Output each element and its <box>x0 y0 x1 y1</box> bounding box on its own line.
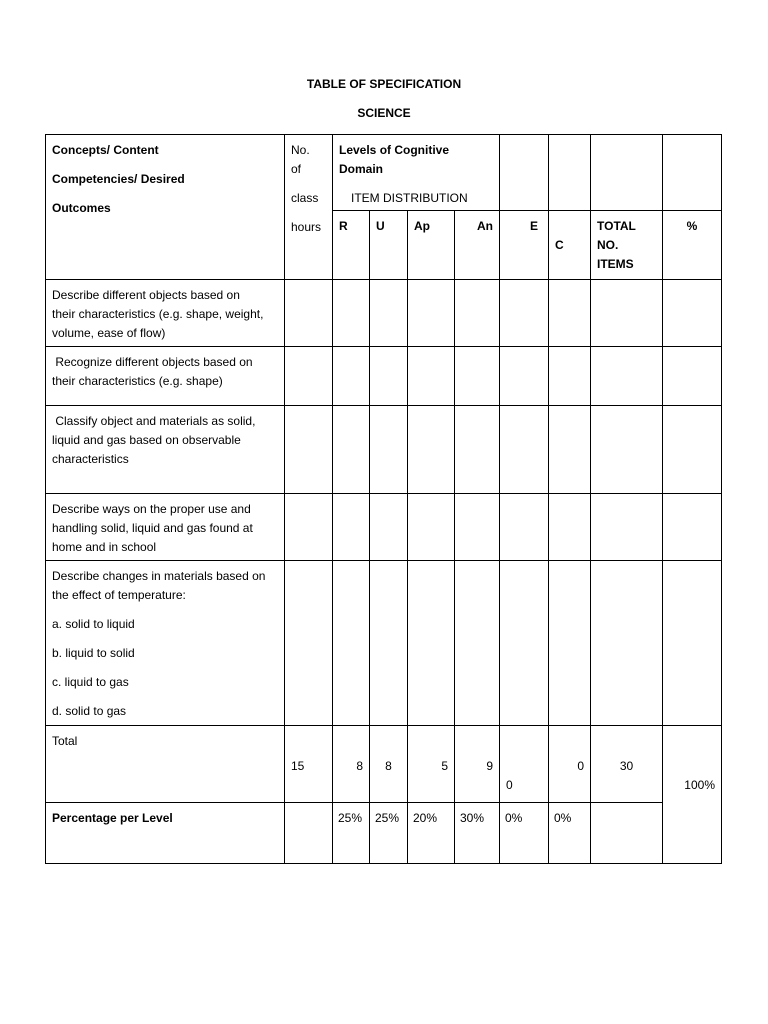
percentage-label-cell <box>46 803 285 864</box>
total-items: 30 <box>619 759 634 773</box>
total-e: 0 <box>506 778 513 792</box>
col-header-r-label: R <box>339 219 348 233</box>
hours-line3: class <box>291 191 319 205</box>
document-title: TABLE OF SPECIFICATION <box>306 77 462 91</box>
competency-line: handling solid, liquid and gas found at <box>52 521 253 535</box>
col-header-ap <box>408 211 455 280</box>
col-header-r <box>333 211 370 280</box>
total-u-cell <box>370 726 408 803</box>
total-hours-cell <box>285 726 333 803</box>
total-hours: 15 <box>291 759 305 773</box>
total-ap: 5 <box>441 759 448 773</box>
total-u: 8 <box>385 759 392 773</box>
competency-line: home and in school <box>52 540 157 554</box>
header-empty-percent <box>663 135 722 211</box>
hours-line4: hours <box>291 220 322 234</box>
col-header-e <box>500 211 549 280</box>
total-line3: ITEMS <box>597 257 634 271</box>
concepts-header-line1: Concepts/ Content <box>52 143 159 157</box>
percentage-ap-cell <box>408 803 455 864</box>
col-header-percent <box>663 211 722 280</box>
percentage-u: 25% <box>375 811 400 825</box>
percentage-e: 0% <box>505 811 523 825</box>
sub-item-c: c. liquid to gas <box>52 675 129 689</box>
class-hours-header <box>285 135 333 280</box>
competency-line: Describe changes in materials based on <box>52 569 266 583</box>
competency-cell <box>46 347 285 406</box>
total-percent-cell <box>663 726 722 864</box>
total-line1: TOTAL <box>597 219 636 233</box>
concepts-header-line2: Competencies/ Desired <box>52 172 185 186</box>
competency-line: characteristics <box>52 452 129 466</box>
percentage-hours-cell <box>285 803 333 864</box>
percentage-an-cell <box>455 803 500 864</box>
total-row <box>46 726 722 803</box>
header-empty-c <box>549 135 591 211</box>
hours-line2: of <box>291 162 302 176</box>
competency-cell <box>46 280 285 347</box>
specification-table <box>45 134 722 864</box>
competency-cell <box>46 561 285 726</box>
percentage-u-cell <box>370 803 408 864</box>
col-header-percent-label: % <box>686 219 698 233</box>
competency-cell <box>46 494 285 561</box>
total-r: 8 <box>356 759 363 773</box>
total-an-cell <box>455 726 500 803</box>
sub-item-b: b. liquid to solid <box>52 646 135 660</box>
total-c-cell <box>549 726 591 803</box>
sub-item-d: d. solid to gas <box>52 704 127 718</box>
total-e-cell <box>500 726 549 803</box>
percentage-r-cell <box>333 803 370 864</box>
percentage-r: 25% <box>338 811 363 825</box>
competency-line: Describe ways on the proper use and <box>52 502 251 516</box>
total-items-cell <box>591 726 663 803</box>
concepts-header-line3: Outcomes <box>52 201 111 215</box>
table-row <box>46 561 722 726</box>
table-row <box>46 347 722 406</box>
col-header-ap-label: Ap <box>414 219 430 233</box>
item-distribution-label: ITEM DISTRIBUTION <box>351 191 468 205</box>
levels-line2: Domain <box>339 162 384 176</box>
competency-line: Recognize different objects based on <box>52 355 253 369</box>
sub-item-a: a. solid to liquid <box>52 617 135 631</box>
col-header-u <box>370 211 408 280</box>
total-c: 0 <box>577 759 584 773</box>
col-header-c-label: C <box>555 238 564 252</box>
col-header-an-label: An <box>477 219 493 233</box>
competency-line: Classify object and materials as solid, <box>52 414 256 428</box>
col-header-e-label: E <box>529 219 538 233</box>
percentage-row <box>46 803 722 864</box>
total-percent: 100% <box>684 778 715 792</box>
competency-line: volume, ease of flow) <box>52 326 166 340</box>
total-ap-cell <box>408 726 455 803</box>
percentage-c-cell <box>549 803 591 864</box>
cognitive-levels-header <box>333 135 500 211</box>
total-line2: NO. <box>597 238 619 252</box>
table-row <box>46 280 722 347</box>
competency-line: the effect of temperature: <box>52 588 186 602</box>
col-header-an <box>455 211 500 280</box>
table-row <box>46 494 722 561</box>
percentage-total-cell <box>591 803 663 864</box>
header-empty-e <box>500 135 549 211</box>
competency-line: their characteristics (e.g. shape, weight, <box>52 307 264 321</box>
col-header-total <box>591 211 663 280</box>
total-label: Total <box>52 734 78 748</box>
percentage-c: 0% <box>554 811 572 825</box>
col-header-u-label: U <box>376 219 385 233</box>
col-header-c <box>549 211 591 280</box>
competency-line: their characteristics (e.g. shape) <box>52 374 223 388</box>
competency-line: Describe different objects based on <box>52 288 240 302</box>
percentage-label: Percentage per Level <box>52 811 173 825</box>
percentage-an: 30% <box>460 811 485 825</box>
header-empty-total <box>591 135 663 211</box>
total-an: 9 <box>486 759 493 773</box>
concepts-header <box>46 135 285 280</box>
percentage-ap: 20% <box>413 811 438 825</box>
levels-line1: Levels of Cognitive <box>339 143 450 157</box>
total-label-cell <box>46 726 285 803</box>
header-row-top <box>46 135 722 211</box>
document-subtitle: SCIENCE <box>357 106 411 120</box>
competency-line: liquid and gas based on observable <box>52 433 241 447</box>
competency-cell <box>46 406 285 494</box>
hours-line1: No. <box>291 143 310 157</box>
table-row <box>46 406 722 494</box>
total-r-cell <box>333 726 370 803</box>
percentage-e-cell <box>500 803 549 864</box>
